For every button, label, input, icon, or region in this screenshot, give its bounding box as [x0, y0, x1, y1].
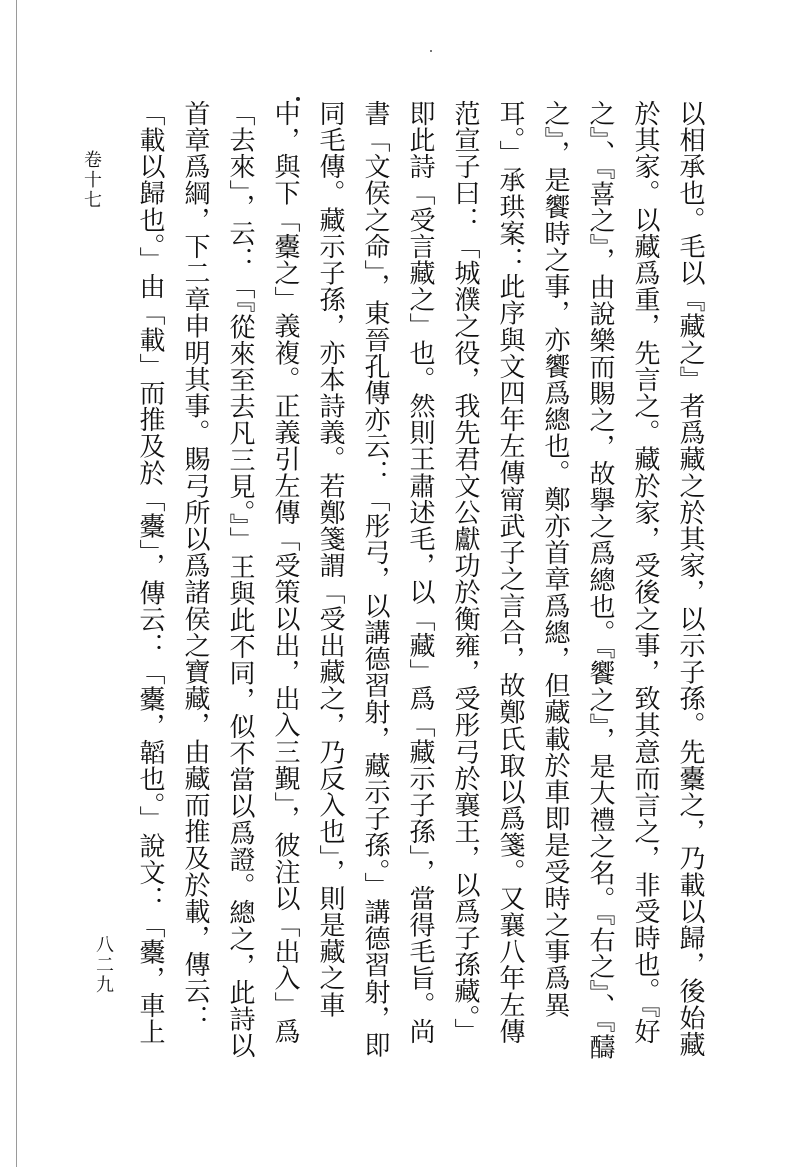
print-speck	[430, 50, 432, 52]
page-edge-line	[16, 0, 17, 1167]
page-number: 八二九	[93, 935, 114, 995]
main-text-block	[122, 100, 712, 1060]
commentary-paragraph: 以相承也。毛以『藏之』者爲藏之於其家，以示子孫。先櫜之，乃載以歸，後始藏於其家。以藏爲重，先言之。藏於家，受後之事，致其意而言之，非受時也。『好之』、『喜之』，由說樂而賜之，故擧之爲總也。『饗之』，是大禮之名。『右之』、『醻之』，是饗時之事，亦饗爲總也。鄭亦首章爲總，但藏載於車即是受時之事爲異耳。」承珙案：此序與文四年左傳甯武子之言合，故鄭氏取以爲箋。又襄八年左傳范宣子曰：「城濮之役，我先君文公獻功於衡雍，受彤弓於襄王，以爲子孫藏。」即此詩「受言藏之」也。然則王肅述毛，以「藏」爲「藏示子孫」，當得毛旨。尚書「文侯之命」，東晉孔傳亦云：「彤弓，以講德習射，藏示子孫。」講德習射，即同毛傳。藏示子孫，亦本詩義。若鄭箋謂「受出藏之，乃反入也」，則是藏之車中，與下「櫜之」義複。正義引左傳「受策以出，出入三覲」，彼注以「出入」爲「去來」，云：「『從來至去凡三見。』」王與此不同，似不當以爲證。總之，此詩以首章爲綱，下二章申明其事。賜弓所以爲諸侯之寶藏，由藏而推及於載，傳云：「載以歸也。」由「載」而推及於「櫜」，傳云：「櫜，韜也。」說文：「櫜，車上	[135, 100, 705, 1060]
running-head: 卷十七	[81, 150, 102, 210]
